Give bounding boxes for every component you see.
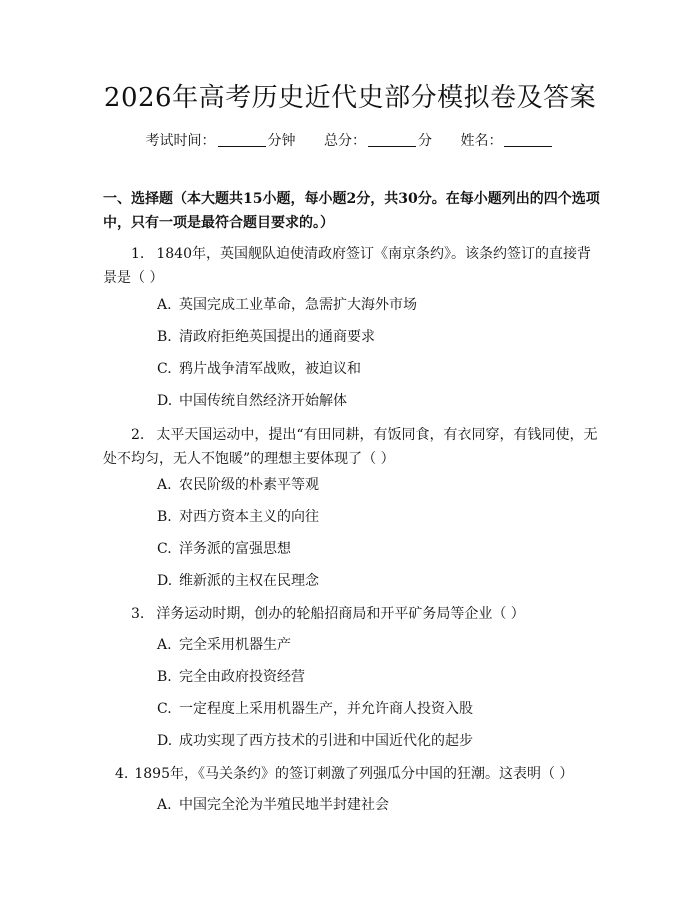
exam-info-line xyxy=(0,130,700,152)
option-letter: C. xyxy=(157,541,172,557)
question-number: 3. xyxy=(131,606,145,622)
option-text: 维新派的主权在民理念 xyxy=(179,573,319,589)
question-number: 2. xyxy=(131,427,145,443)
option-text: 中国传统自然经济开始解体 xyxy=(179,393,347,409)
option-letter: D. xyxy=(157,733,173,749)
question-3-option-b xyxy=(157,666,600,688)
option-text: 清政府拒绝英国提出的通商要求 xyxy=(179,329,375,345)
question-number: 1. xyxy=(131,246,145,262)
question-1-option-a xyxy=(157,294,600,316)
question-2-option-a xyxy=(157,474,600,496)
option-text: 洋务派的富强思想 xyxy=(179,541,291,557)
total-score-label: 总分： xyxy=(324,133,366,149)
total-score-unit: 分 xyxy=(418,133,432,149)
exam-time-unit: 分钟 xyxy=(267,133,296,149)
question-3-option-d xyxy=(157,730,600,752)
option-letter: D. xyxy=(157,573,173,589)
option-text: 英国完成工业革命，急需扩大海外市场 xyxy=(179,297,417,313)
question-text: 1895年，《马关条约》的签订刺激了列强瓜分中国的狂潮。这表明（ ） xyxy=(134,766,574,782)
option-text: 农民阶级的朴素平等观 xyxy=(179,477,319,493)
question-1 xyxy=(103,242,600,290)
question-4-option-a xyxy=(157,794,600,816)
question-text: 太平天国运动中，提出“有田同耕，有饭同食，有衣同穿，有钱同使，无处不均匀，无人不饱暖”的理想主要体现了（ ） xyxy=(103,427,598,467)
question-1-option-d xyxy=(157,390,600,412)
question-number: 4. xyxy=(115,766,129,782)
option-letter: A. xyxy=(157,637,172,653)
option-letter: D. xyxy=(157,393,173,409)
option-text: 鸦片战争清军战败，被迫议和 xyxy=(179,361,361,377)
question-2-option-d xyxy=(157,570,600,592)
question-1-option-b xyxy=(157,326,600,348)
option-letter: B. xyxy=(157,669,172,685)
student-name-field xyxy=(460,130,554,152)
student-name-label: 姓名： xyxy=(460,133,503,149)
question-3-option-c xyxy=(157,698,600,720)
option-letter: A. xyxy=(157,797,172,813)
option-letter: C. xyxy=(157,701,172,717)
exam-time-label: 考试时间： xyxy=(145,133,216,149)
option-text: 对西方资本主义的向往 xyxy=(179,509,319,525)
option-letter: B. xyxy=(157,509,172,525)
option-letter: A. xyxy=(157,477,172,493)
question-text: 洋务运动时期，创办的轮船招商局和开平矿务局等企业（ ） xyxy=(156,606,525,622)
question-2 xyxy=(103,423,600,471)
question-3 xyxy=(103,602,600,626)
total-score-field xyxy=(324,130,432,152)
question-1-option-c xyxy=(157,358,600,380)
question-text: 1840年，英国舰队迫使清政府签订《南京条约》。该条约签订的直接背景是（ ） xyxy=(103,246,591,286)
exam-title: 2026年高考历史近代史部分模拟卷及答案 xyxy=(103,83,597,113)
option-letter: A. xyxy=(157,297,172,313)
student-name-blank xyxy=(504,132,552,147)
option-text: 成功实现了西方技术的引进和中国近代化的起步 xyxy=(179,733,473,749)
option-letter: C. xyxy=(157,361,172,377)
exam-time-blank xyxy=(218,132,266,147)
option-text: 一定程度上采用机器生产，并允许商人投资入股 xyxy=(179,701,473,717)
exam-time-field xyxy=(146,130,296,152)
question-3-option-a xyxy=(157,634,600,656)
question-4 xyxy=(103,762,600,786)
option-text: 完全采用机器生产 xyxy=(179,637,291,653)
question-2-option-c xyxy=(157,538,600,560)
option-text: 中国完全沦为半殖民地半封建社会 xyxy=(179,797,389,813)
option-letter: B. xyxy=(157,329,172,345)
section-choice-title: 一、选择题（本大题共15小题，每小题2分，共30分。在每小题列出的四个选项中，只有一项是最符合题目要求的。） xyxy=(103,191,600,231)
total-score-blank xyxy=(368,132,416,147)
option-text: 完全由政府投资经营 xyxy=(179,669,305,685)
question-2-option-b xyxy=(157,506,600,528)
